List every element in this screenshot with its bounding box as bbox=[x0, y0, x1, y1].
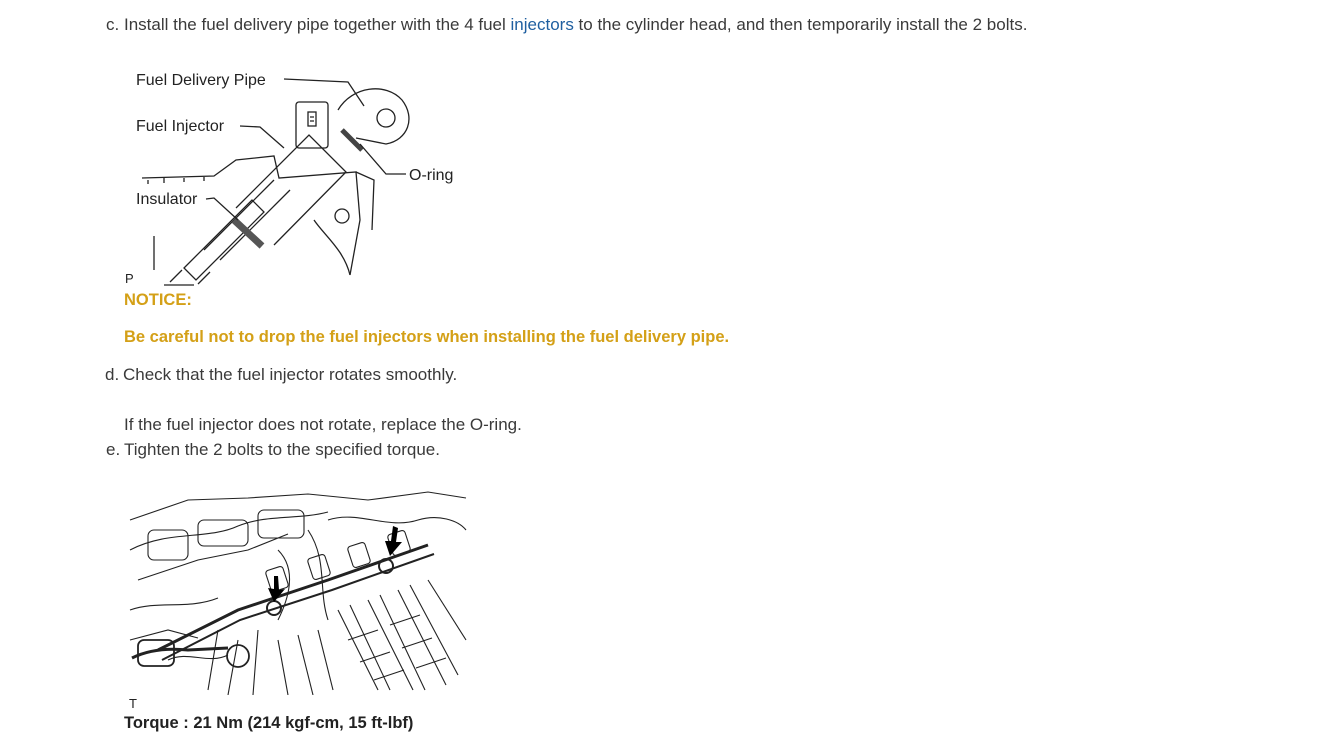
label-insulator: Insulator bbox=[136, 191, 198, 208]
step-d-text: Check that the fuel injector rotates smoothly. bbox=[123, 365, 458, 384]
step-d-note: If the fuel injector does not rotate, replace the O-ring. bbox=[124, 415, 522, 434]
injector-assembly-drawing bbox=[124, 60, 484, 290]
label-fuel-delivery-pipe: Fuel Delivery Pipe bbox=[136, 72, 266, 89]
label-o-ring: O-ring bbox=[409, 167, 454, 184]
injectors-link[interactable]: injectors bbox=[510, 15, 574, 34]
step-c bbox=[106, 14, 1027, 36]
step-d-marker: d. bbox=[105, 365, 120, 384]
step-c-text-after: to the cylinder head, and then temporarily install the 2 bolts. bbox=[573, 15, 1028, 34]
step-e bbox=[106, 439, 440, 461]
step-d bbox=[105, 364, 457, 386]
injector-assembly-figure bbox=[124, 60, 484, 290]
engine-bolts-drawing bbox=[128, 490, 468, 695]
step-c-marker: c. bbox=[106, 15, 120, 34]
step-e-text: Tighten the 2 bolts to the specified torque. bbox=[124, 440, 440, 459]
torque-spec: Torque : 21 Nm (214 kgf-cm, 15 ft-lbf) bbox=[124, 714, 414, 732]
figure1-code: P bbox=[125, 271, 134, 286]
label-fuel-injector: Fuel Injector bbox=[136, 118, 225, 135]
step-c-text-before: Install the fuel delivery pipe together with the 4 fuel bbox=[124, 15, 511, 34]
step-e-marker: e. bbox=[106, 440, 121, 459]
notice-title: NOTICE: bbox=[124, 291, 192, 309]
engine-bolts-figure bbox=[128, 490, 468, 695]
notice-text: Be careful not to drop the fuel injectors when installing the fuel delivery pipe. bbox=[124, 328, 730, 346]
figure2-code: T bbox=[129, 696, 137, 711]
